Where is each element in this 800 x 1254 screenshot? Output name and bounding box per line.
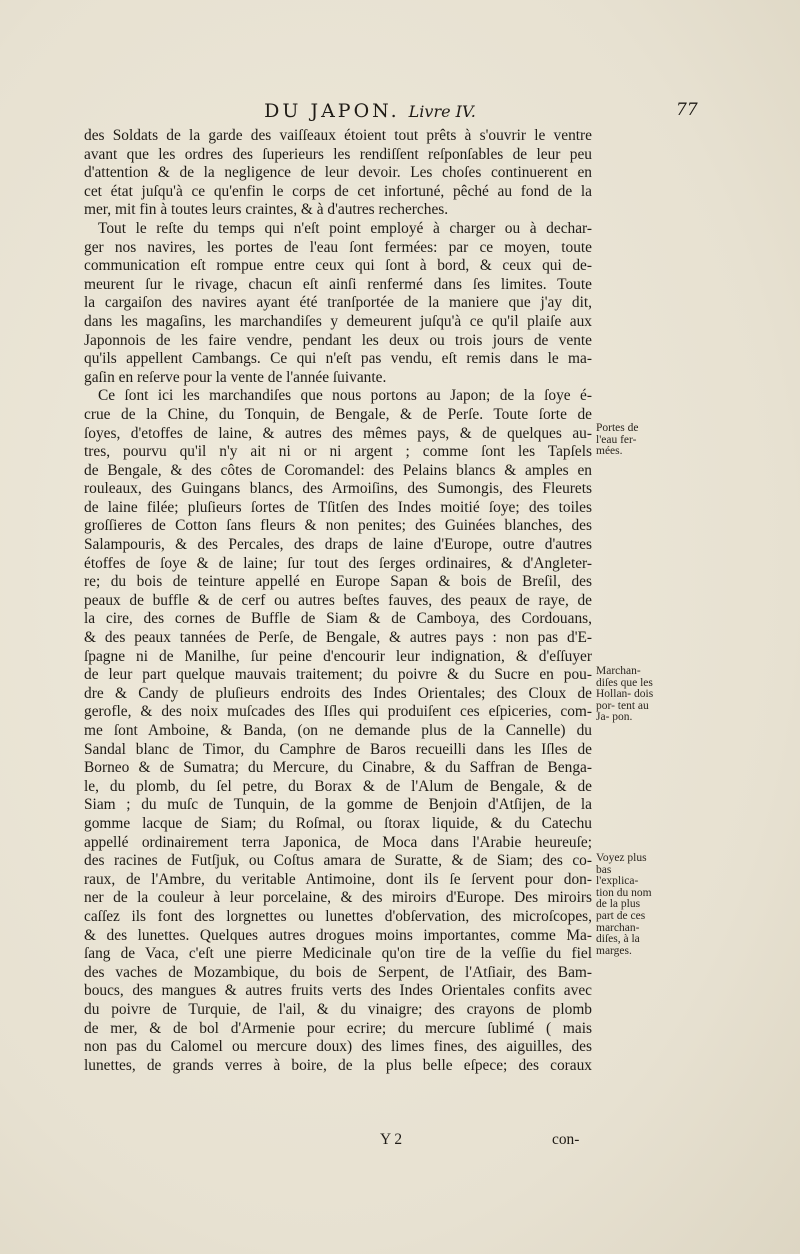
- text-line: ſpagne ni de Manilhe, ſur peine d'encourir leur indignation, & d'eſſuyer: [84, 647, 592, 665]
- text-line: ſoyes, d'etoffes de laine, & autres des mêmes pays, & de quelques au-: [84, 424, 592, 442]
- text-line: & des peaux tannées de Perſe, de Bengale, & autres pays : non pas d'E-: [84, 629, 592, 647]
- text-line: Tout le reſte du temps qui n'eſt point employé à charger ou à dechar-: [98, 219, 592, 237]
- margin-note-voyez: Voyez plus bas l'explica- tion du nom de la plus part de ces marchan- diſes, à la marges.: [596, 852, 652, 957]
- text-line: des vaches de Mozambique, du bois de Serpent, de l'Atſiair, des Bam-: [84, 963, 592, 981]
- text-line: de laine filée; pluſieurs ſortes de Tſitſen des Indes moitié ſoye; des toiles: [84, 498, 592, 516]
- text-line: rouleaux, des Guingans blancs, des Armoiſins, des Sumongis, des Fleurets: [84, 480, 592, 498]
- text-line: me ſont Amboine, & Banda, (on ne demande plus de la Cannelle) du: [84, 722, 592, 739]
- text-line: communication eſt rompue entre ceux qui ſont à bord, & ceux qui de-: [84, 257, 592, 275]
- text-line: Salampouris, & des Percales, des draps de laine d'Europe, outre d'autres: [84, 536, 592, 554]
- text-line: des Soldats de la garde des vaiſſeaux étoient tout prêts à s'ouvrir le ventre: [84, 127, 592, 144]
- text-line: la cargaiſon des navires ayant été tranſportée de la maniere que j'ay dit,: [84, 294, 592, 312]
- text-line: Japonnois de les faire vendre, pendant les deux ou trois jours de vente: [84, 331, 592, 349]
- text-line: Borneo & de Sumatra; du Mercure, du Cinabre, & du Saffran de Benga-: [84, 759, 592, 777]
- text-line: du poivre de Turquie, de l'ail, & du vinaigre; des crayons de plomb: [84, 1000, 592, 1018]
- text-line: ner de la couleur à leur porcelaine, & des miroirs d'Europe. Des miroirs: [84, 889, 592, 907]
- text-line: de Bengale, & des côtes de Coromandel: des Pelains blancs & amples en: [84, 461, 592, 479]
- margin-note-portes: Portes de l'eau fer- mées.: [596, 422, 639, 458]
- text-line: Ce ſont ici les marchandiſes que nous portons au Japon; de la ſoye é-: [98, 387, 592, 405]
- margin-note-marchandises: Marchan- diſes que les Hollan- dois por- tent au Ja- pon.: [596, 665, 654, 724]
- text-line: crue de la Chine, du Tonquin, de Bengale, & de Perſe. Toute ſorte de: [84, 405, 592, 423]
- text-line: gaſin en reſerve pour la vente de l'année ſuivante.: [84, 368, 387, 386]
- running-head: [200, 100, 540, 122]
- catchword: con-: [552, 1131, 580, 1148]
- text-line: le, du plomb, du ſel petre, du Borax & de l'Alum de Bengale, & de: [84, 777, 592, 795]
- text-line: dre & Candy de pluſieurs endroits des Indes Orientales; des Cloux de: [84, 684, 592, 702]
- signature-mark: Y 2: [380, 1131, 403, 1148]
- text-line: tres, pourvu qu'il n'y ait ni or ni argent ; comme ſont les Tapſels: [84, 443, 592, 461]
- text-line: Siam ; du muſc de Tunquin, de la gomme de Benjoin d'Atſijen, de la: [84, 796, 592, 814]
- page-number: 77: [676, 100, 698, 120]
- text-line: étoffes de ſoye & de laine; ſur tout des ſerges ordinaires, & d'Angleter-: [84, 554, 592, 572]
- text-line: avant que les ordres des ſuperieurs les rendiſſent reſponſables de leur peu: [84, 145, 592, 163]
- text-line: peaux de buffle & de cerf ou autres beſtes fauves, des peaux de raye, de: [84, 591, 592, 609]
- text-line: appellé ordinairement terra Japonica, de Moca dans l'Arabie heureuſe;: [84, 833, 592, 851]
- text-line: gomme lacque de Siam; du Roſmal, ou ſtorax liquide, & du Catechu: [84, 814, 592, 832]
- text-line: qu'ils appellent Cambangs. Ce qui n'eſt pas vendu, eſt remis dans le ma-: [84, 350, 592, 368]
- text-line: de leur part quelque mauvais traitement; du poivre & du Sucre en pou-: [84, 666, 592, 684]
- text-line: Sandal blanc de Timor, du Camphre de Baros recueilli dans les Iſles de: [84, 740, 592, 758]
- text-line: des racines de Futſjuk, ou Coſtus amara de Suratte, & de Siam; des co-: [84, 852, 592, 870]
- text-line: dans les magaſins, les marchandiſes y demeurent juſqu'à ce qu'il plaiſe aux: [84, 312, 592, 330]
- text-line: ger nos navires, les portes de l'eau ſont fermées: par ce moyen, toute: [84, 238, 592, 256]
- text-line: raux, de l'Ambre, du veritable Antimoine, dont ils ſe ſervent pour don-: [84, 870, 592, 888]
- text-line: meurent ſur le rivage, chacun eſt ainſi renfermé dans ſes limites. Toute: [84, 275, 592, 293]
- text-line: cet état juſqu'à ce qu'enfin le corps de cet infortuné, pêché au fond de la: [84, 182, 592, 200]
- text-line: la cire, des cornes de Buffle de Siam & de Camboya, des Cordouans,: [84, 610, 592, 628]
- text-line: ſang de Vaca, c'eſt une pierre Medicinale qu'on tire de la veſſie du fiel: [84, 945, 592, 963]
- text-line: gerofle, & des noix muſcades des Iſles qui produiſent ces eſpiceries, com-: [84, 703, 592, 721]
- text-line: mer, mit fin à toutes leurs craintes, & à d'autres recherches.: [84, 201, 449, 219]
- body-text: [84, 127, 592, 1075]
- text-line: boucs, des mangues & autres fruits verts des Indes Orientales confits avec: [84, 982, 592, 1000]
- text-line: d'attention & de la negligence de leur devoir. Les choſes continuerent en: [84, 164, 592, 182]
- text-line: de mer, & de bol d'Armenie pour ecrire; du mercure ſublimé ( mais: [84, 1019, 592, 1037]
- text-line: re; du bois de teinture appellé en Europe Sapan & bois de Breſil, des: [84, 573, 592, 591]
- book-number: Livre IV.: [408, 102, 476, 121]
- running-title: DU JAPON.: [264, 100, 400, 122]
- text-line: & des lunettes. Quelques autres drogues moins importantes, comme Ma-: [84, 926, 592, 944]
- text-line: lunettes, de grands verres à boire, de la plus belle eſpece; des coraux: [84, 1056, 592, 1074]
- text-line: groſſieres de Cotton ſans fleurs & non penites; des Guinées blanches, des: [84, 517, 592, 535]
- text-line: non pas du Calomel ou mercure doux) des limes fines, des aiguilles, des: [84, 1038, 592, 1056]
- text-line: caſſez ils font des lorgnettes ou lunettes d'obſervation, des microſcopes,: [84, 907, 592, 925]
